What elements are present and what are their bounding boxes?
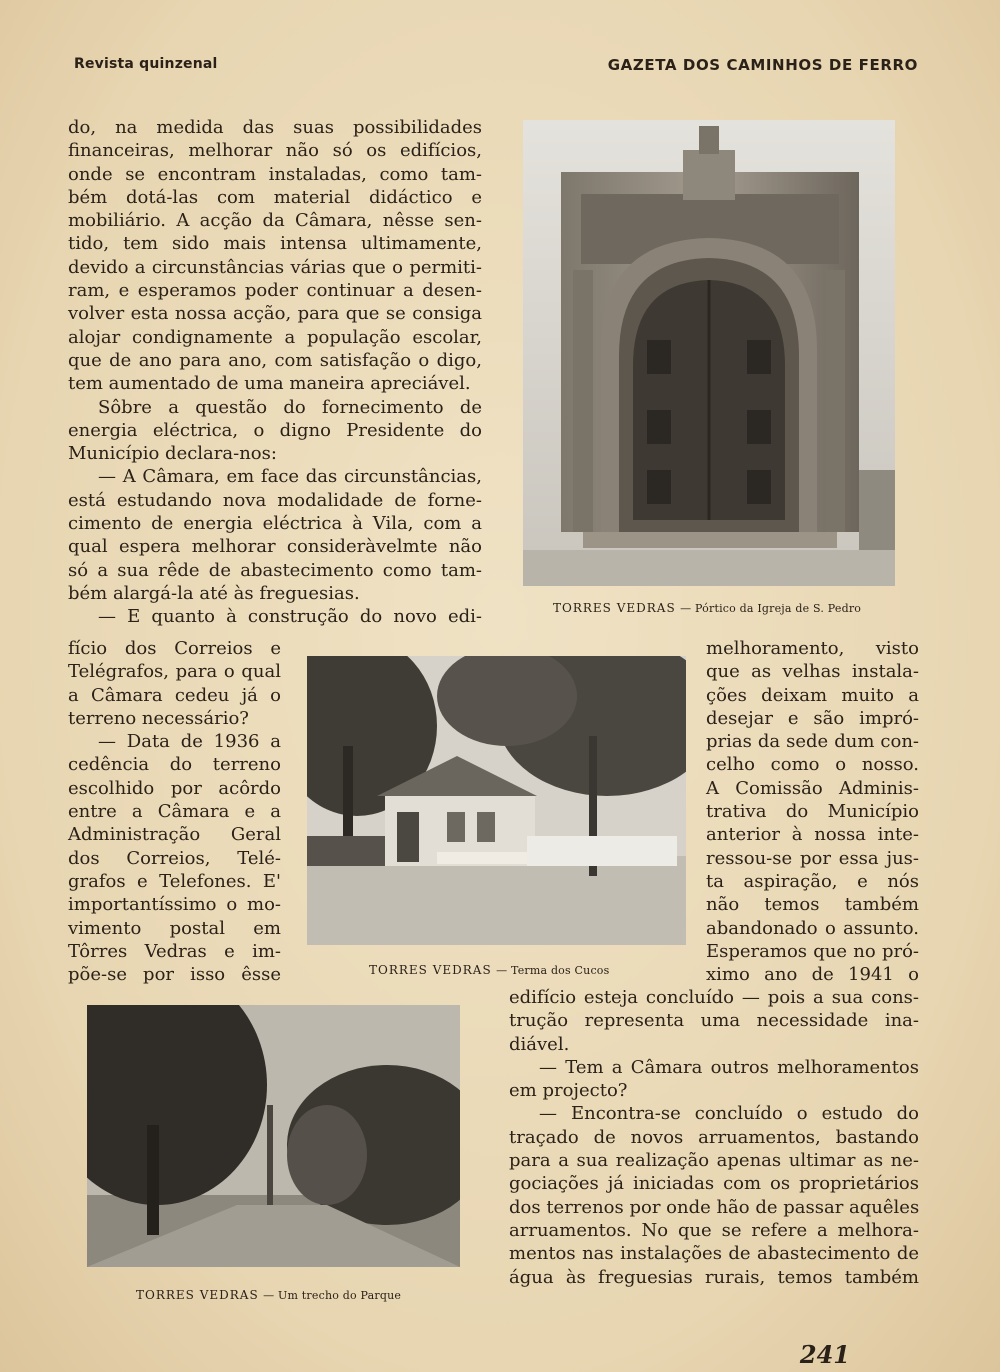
text-line: importantíssimo o mo- <box>68 894 281 916</box>
text-line: traçado de novos arruamentos, bastando <box>509 1126 919 1148</box>
text-line: energia eléctrica, o digno Presidente do <box>68 419 482 441</box>
text-line: grafos e Telefones. E' <box>68 870 281 892</box>
text-line: — Data de 1936 a <box>98 731 281 753</box>
portico-photo <box>523 120 895 586</box>
right-column-text <box>509 986 919 1289</box>
text-line: abandonado o assunto. <box>706 917 919 939</box>
text-line: alojar condignamente a população escolar, <box>68 326 482 348</box>
portico-caption <box>553 601 861 615</box>
text-line: para a sua realização apenas ultimar as ne- <box>509 1150 919 1172</box>
text-line: — A Câmara, em face das circunstâncias, <box>98 466 482 488</box>
text-line: bém dotá-las com material didáctico e <box>68 186 482 208</box>
text-line: melhoramento, visto <box>706 638 919 659</box>
text-line: trativa do Município <box>706 801 919 823</box>
text-line: onde se encontram instaladas, como tam- <box>68 163 482 185</box>
text-line: que as velhas instala- <box>706 661 919 683</box>
portico-caption-desc: — Pórtico da Igreja de S. Pedro <box>680 602 862 615</box>
text-line: — Tem a Câmara outros melhoramentos <box>539 1056 919 1078</box>
portico-illustration <box>523 120 895 586</box>
terma-photo <box>307 656 686 945</box>
text-line: Esperamos que no pró- <box>706 940 919 962</box>
text-line: fício dos Correios e <box>68 638 281 659</box>
text-line: cimento de energia eléctrica à Vila, com a <box>68 513 482 535</box>
portico-caption-place: TORRES VEDRAS <box>553 601 676 615</box>
text-line: vimento postal em <box>68 917 281 939</box>
terma-illustration <box>307 656 686 945</box>
terma-caption-desc: — Terma dos Cucos <box>496 964 610 977</box>
text-line: Administração Geral <box>68 824 281 846</box>
parque-photo <box>87 1005 460 1267</box>
text-line: gociações já iniciadas com os proprietários <box>509 1173 919 1195</box>
parque-caption <box>136 1288 401 1302</box>
text-line: a Câmara cedeu já o <box>68 684 281 706</box>
text-line: só a sua rêde de abastecimento como tam- <box>68 559 482 581</box>
text-line: qual espera melhorar consideràvelmte não <box>68 536 482 558</box>
text-line: mobiliário. A acção da Câmara, nêsse sen- <box>68 210 482 232</box>
text-line: terreno necessário? <box>68 707 249 729</box>
text-line: ções deixam muito a <box>706 684 919 706</box>
header-right: GAZETA DOS CAMINHOS DE FERRO <box>607 56 918 74</box>
text-line: Telégrafos, para o qual <box>68 661 281 683</box>
text-line: não temos também <box>706 894 919 916</box>
text-line: tido, tem sido mais intensa ultimamente, <box>68 233 482 255</box>
text-line: ressou-se por essa jus- <box>706 847 919 869</box>
text-line: ta aspiração, e nós <box>706 870 919 892</box>
text-line: devido a circunstâncias várias que o permiti- <box>68 256 482 278</box>
left-column-text <box>68 116 482 629</box>
header-left: Revista quinzenal <box>74 56 218 72</box>
text-line: entre a Câmara e a <box>68 801 281 823</box>
right-narrow-column-text <box>706 637 919 986</box>
left-narrow-column-text <box>68 637 281 986</box>
text-line: escolhido por acôrdo <box>68 777 281 799</box>
text-line: ximo ano de 1941 o <box>706 964 919 986</box>
text-line: dos Correios, Telé- <box>68 847 281 869</box>
text-line: mentos nas instalações de abastecimento de <box>509 1243 919 1265</box>
text-line: — Encontra-se concluído o estudo do <box>539 1103 919 1125</box>
text-line: desejar e são impró- <box>706 707 919 729</box>
text-line: cedência do terreno <box>68 754 281 776</box>
text-line: diável. <box>509 1033 570 1055</box>
text-line: que de ano para ano, com satisfação o digo, <box>68 349 482 371</box>
text-line: bém alargá-la até às freguesias. <box>68 582 360 604</box>
terma-caption-place: TORRES VEDRAS <box>369 963 492 977</box>
text-line: volver esta nossa acção, para que se consiga <box>68 303 482 325</box>
text-line: Tôrres Vedras e im- <box>68 940 281 962</box>
text-line: tem aumentado de uma maneira apreciável. <box>68 373 471 395</box>
parque-caption-desc: — Um trecho do Parque <box>263 1289 402 1302</box>
text-line: do, na medida das suas possibilidades <box>68 117 482 138</box>
text-line: está estudando nova modalidade de forne- <box>68 489 482 511</box>
text-line: arruamentos. No que se refere a melhora- <box>509 1219 919 1241</box>
text-line: água às freguesias rurais, temos também <box>509 1266 919 1288</box>
text-line: celho como o nosso. <box>706 754 919 776</box>
text-line: trução representa uma necessidade ina- <box>509 1010 919 1032</box>
text-line: em projecto? <box>509 1080 628 1102</box>
terma-caption <box>369 963 609 977</box>
text-line: dos terrenos por onde hão de passar aquêles <box>509 1196 920 1218</box>
page-number: 241 <box>799 1340 850 1369</box>
text-line: ram, e esperamos poder continuar a desen- <box>68 280 482 302</box>
text-line: Sôbre a questão do fornecimento de <box>98 396 482 418</box>
text-line: põe-se por isso êsse <box>68 964 281 986</box>
text-line: Município declara-nos: <box>68 443 277 465</box>
parque-illustration <box>87 1005 460 1267</box>
text-line: prias da sede dum con- <box>706 731 919 753</box>
parque-caption-place: TORRES VEDRAS <box>136 1288 259 1302</box>
text-line: — E quanto à construção do novo edi- <box>98 606 482 628</box>
text-line: edifício esteja concluído — pois a sua cons- <box>509 987 919 1008</box>
text-line: financeiras, melhorar não só os edifícios, <box>68 140 482 162</box>
text-line: anterior à nossa inte- <box>706 824 919 846</box>
text-line: A Comissão Adminis- <box>706 777 919 799</box>
